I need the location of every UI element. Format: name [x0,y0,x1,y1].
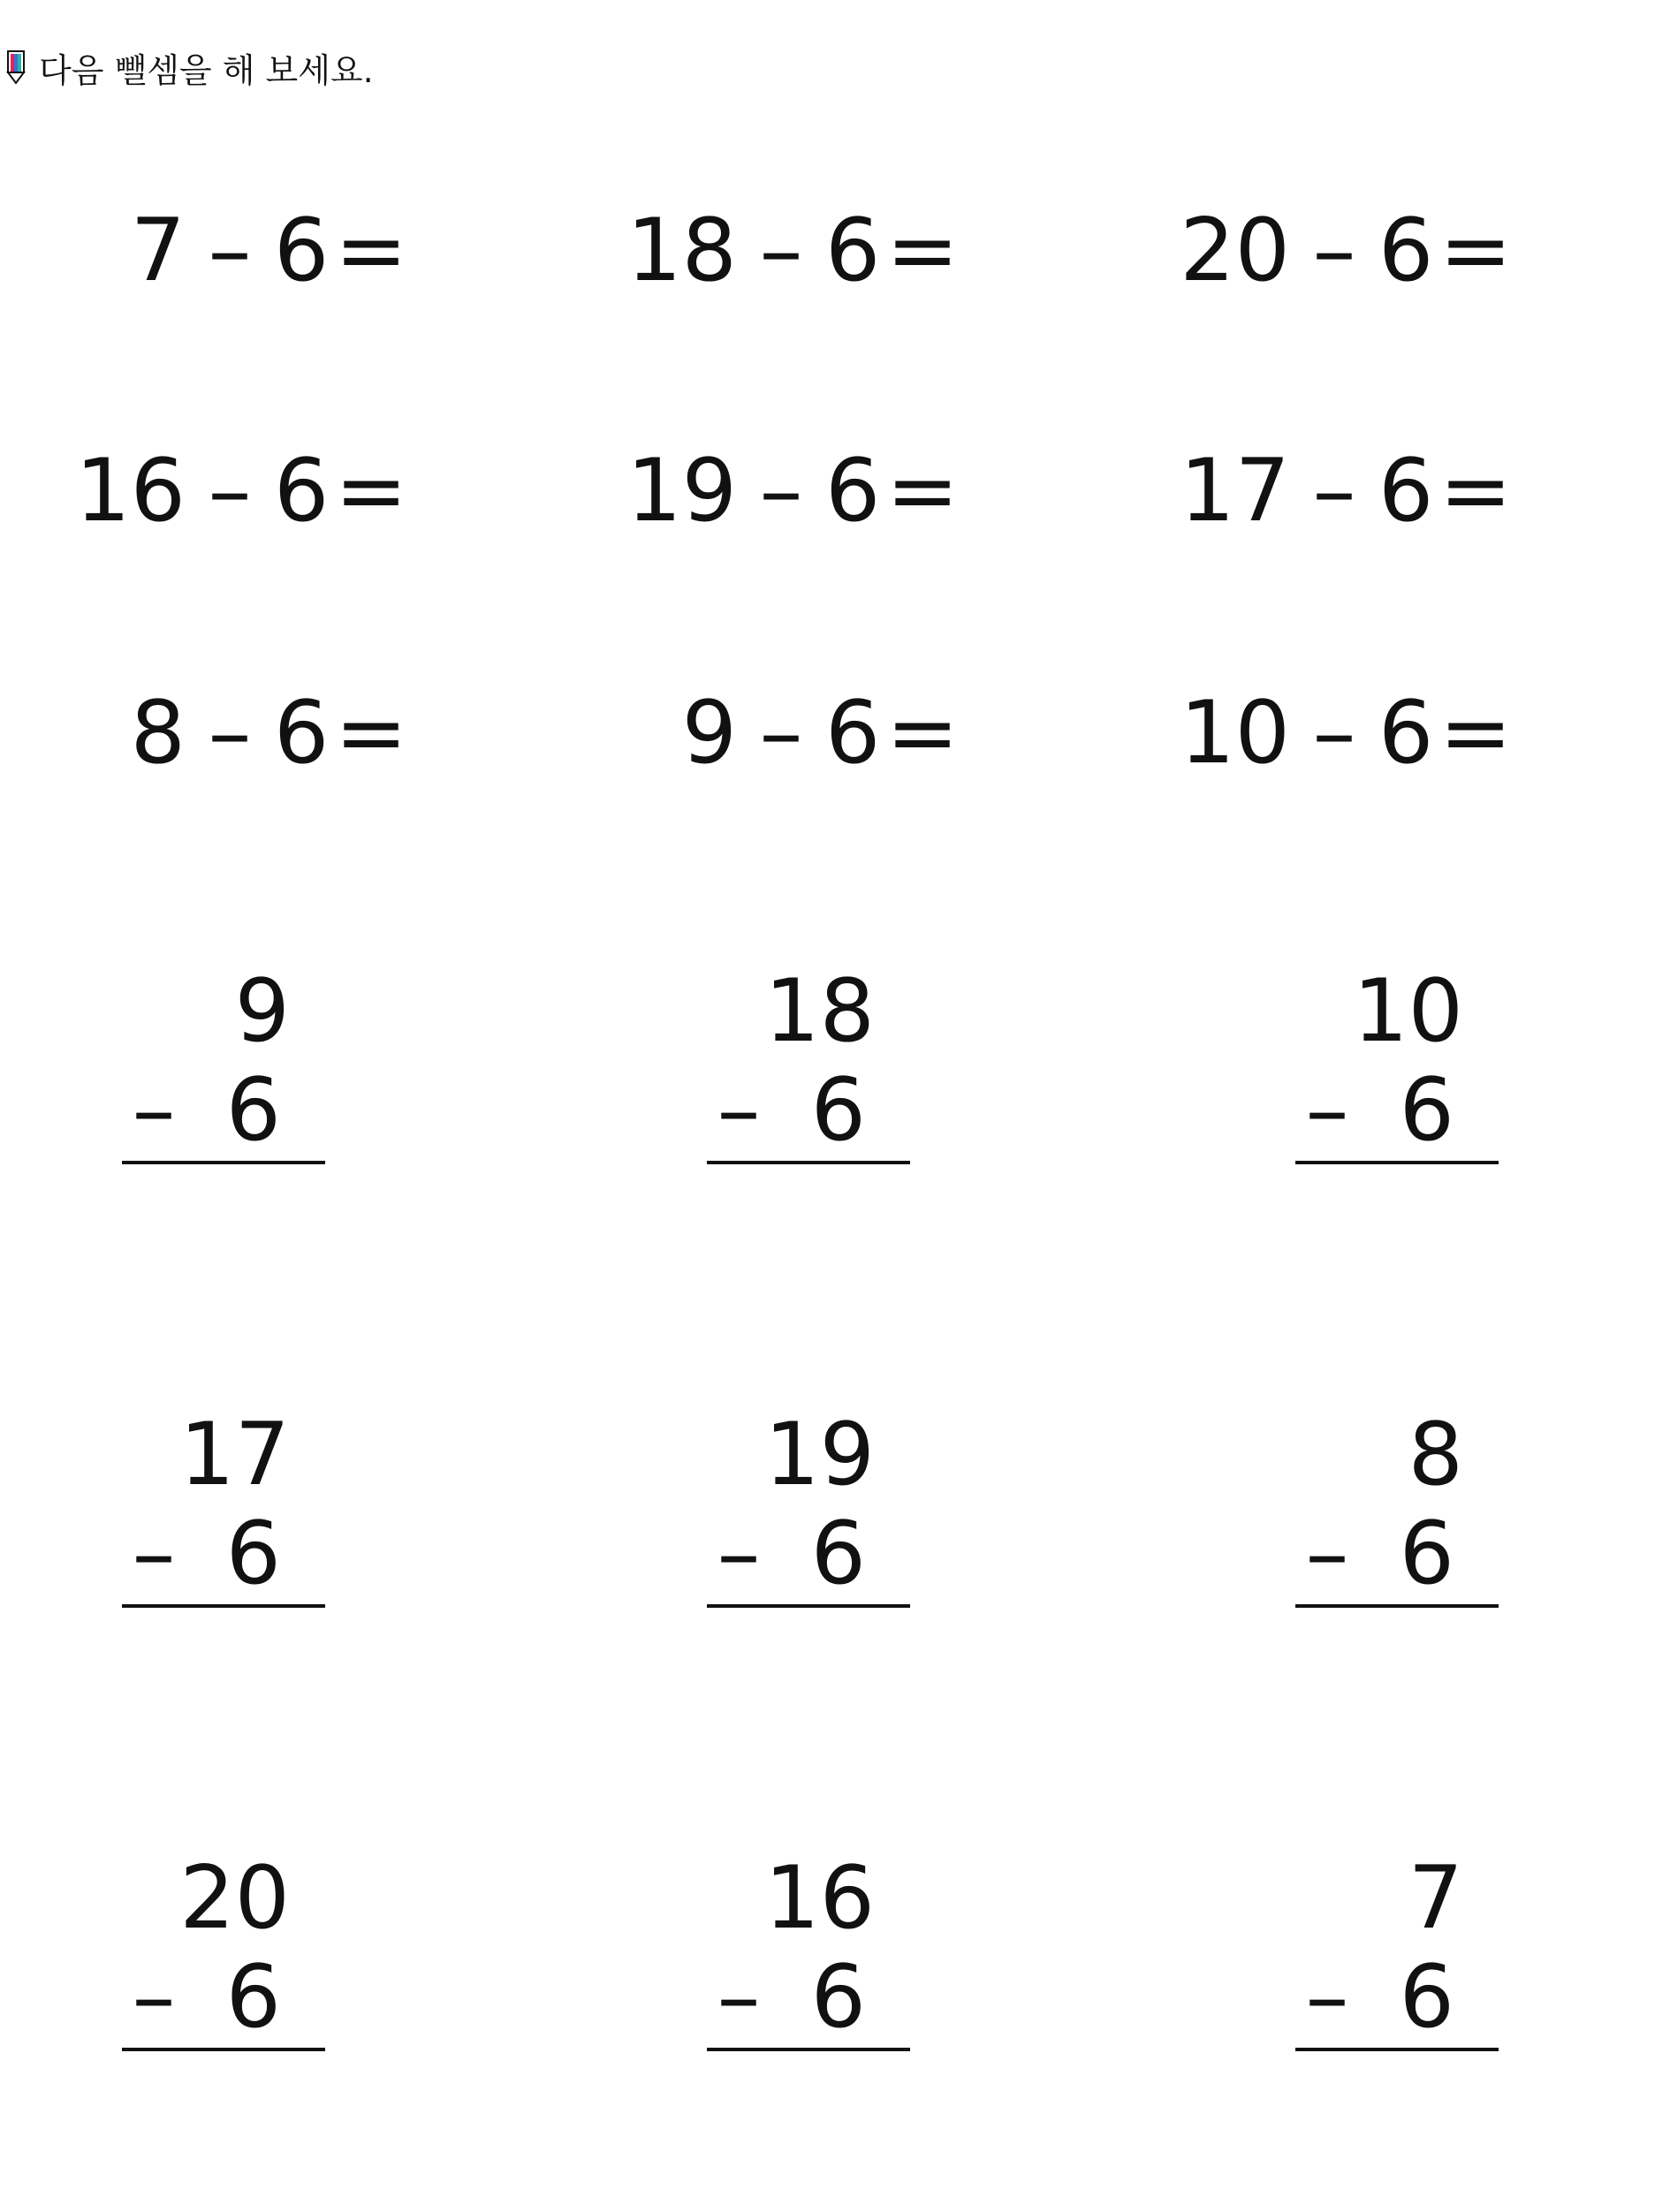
minus-sign: – [132,1947,176,2048]
subtrahend: 6 [1399,1947,1454,2048]
horizontal-problem [62,198,610,304]
horizontal-problem [613,198,1161,304]
answer-rule [707,1161,910,1164]
subtrahend: 6 [274,683,330,784]
vertical-problem [1295,1406,1507,1618]
subtrahend: 6 [274,201,330,301]
minus-sign: – [132,1504,176,1604]
minus-sign: – [208,201,252,301]
minus-sign: – [1305,1947,1349,2048]
minuend: 9 [681,683,737,784]
vertical-problem [707,963,919,1175]
equals-sign: = [1438,683,1513,784]
minuend: 19 [626,441,737,542]
minus-sign: – [1312,683,1356,784]
horizontal-problem [62,438,610,544]
horizontal-row-1 [0,198,1670,304]
subtrahend: 6 [274,441,330,542]
subtrahend: 6 [810,1060,866,1161]
minuend: 10 [1353,961,1463,1062]
minus-sign: – [717,1947,761,2048]
minuend: 10 [1180,683,1290,784]
minus-sign: – [1305,1504,1349,1604]
minuend: 8 [130,683,186,784]
horizontal-problem [62,680,610,786]
vertical-problem [122,1850,334,2062]
subtraction-line [122,1949,325,2046]
minuend: 8 [1408,1405,1463,1505]
minuend: 7 [1408,1848,1463,1949]
subtrahend: 6 [810,1947,866,2048]
minuend: 17 [179,1405,290,1505]
answer-rule [1295,2048,1499,2051]
answer-rule [122,1604,325,1608]
minus-sign: – [717,1060,761,1161]
equals-sign: = [885,683,960,784]
vertical-problem [1295,1850,1507,2062]
minuend: 7 [130,201,186,301]
subtraction-line [707,1949,910,2046]
horizontal-problem [613,438,1161,544]
subtrahend: 6 [1378,201,1434,301]
vertical-problem [1295,963,1507,1175]
minuend: 18 [764,961,875,1062]
answer-rule [122,1161,325,1164]
equals-sign: = [334,441,408,542]
instruction-text: 다음 뺄셈을 해 보세요. [39,50,374,90]
minuend: 9 [234,961,290,1062]
minus-sign: – [132,1060,176,1161]
equals-sign: = [334,201,408,301]
minus-sign: – [759,683,803,784]
pencil-icon [5,49,27,85]
subtraction-line [122,1062,325,1159]
minus-sign: – [717,1504,761,1604]
answer-rule [1295,1604,1499,1608]
horizontal-row-3 [0,680,1670,786]
subtrahend: 6 [225,1947,281,2048]
subtrahend: 6 [225,1504,281,1604]
horizontal-row-2 [0,438,1670,544]
equals-sign: = [885,441,960,542]
equals-sign: = [885,201,960,301]
answer-rule [707,1604,910,1608]
vertical-problem [122,1406,334,1618]
minuend: 18 [626,201,737,301]
horizontal-problem [613,680,1161,786]
subtrahend: 6 [825,683,881,784]
minus-sign: – [759,201,803,301]
minuend: 17 [1180,441,1290,542]
subtraction-line [707,1062,910,1159]
subtraction-line [1295,1062,1499,1159]
equals-sign: = [1438,441,1513,542]
subtraction-line [707,1505,910,1602]
answer-rule [1295,1161,1499,1164]
answer-rule [707,2048,910,2051]
vertical-problem [707,1850,919,2062]
vertical-problem [707,1406,919,1618]
subtraction-line [1295,1949,1499,2046]
subtrahend: 6 [225,1060,281,1161]
minus-sign: – [208,441,252,542]
minuend: 16 [75,441,186,542]
minuend: 16 [764,1848,875,1949]
minuend: 19 [764,1405,875,1505]
minus-sign: – [759,441,803,542]
equals-sign: = [334,683,408,784]
horizontal-problem [1166,198,1670,304]
equals-sign: = [1438,201,1513,301]
minus-sign: – [208,683,252,784]
subtrahend: 6 [810,1504,866,1604]
minus-sign: – [1305,1060,1349,1161]
subtrahend: 6 [825,201,881,301]
subtrahend: 6 [1399,1504,1454,1604]
horizontal-problem [1166,680,1670,786]
answer-rule [122,2048,325,2051]
minus-sign: – [1312,201,1356,301]
subtrahend: 6 [1378,683,1434,784]
vertical-problem [122,963,334,1175]
minuend: 20 [179,1848,290,1949]
minus-sign: – [1312,441,1356,542]
subtraction-line [1295,1505,1499,1602]
subtrahend: 6 [825,441,881,542]
subtraction-line [122,1505,325,1602]
minuend: 20 [1180,201,1290,301]
horizontal-problem [1166,438,1670,544]
subtrahend: 6 [1378,441,1434,542]
instruction [5,46,374,88]
subtrahend: 6 [1399,1060,1454,1161]
